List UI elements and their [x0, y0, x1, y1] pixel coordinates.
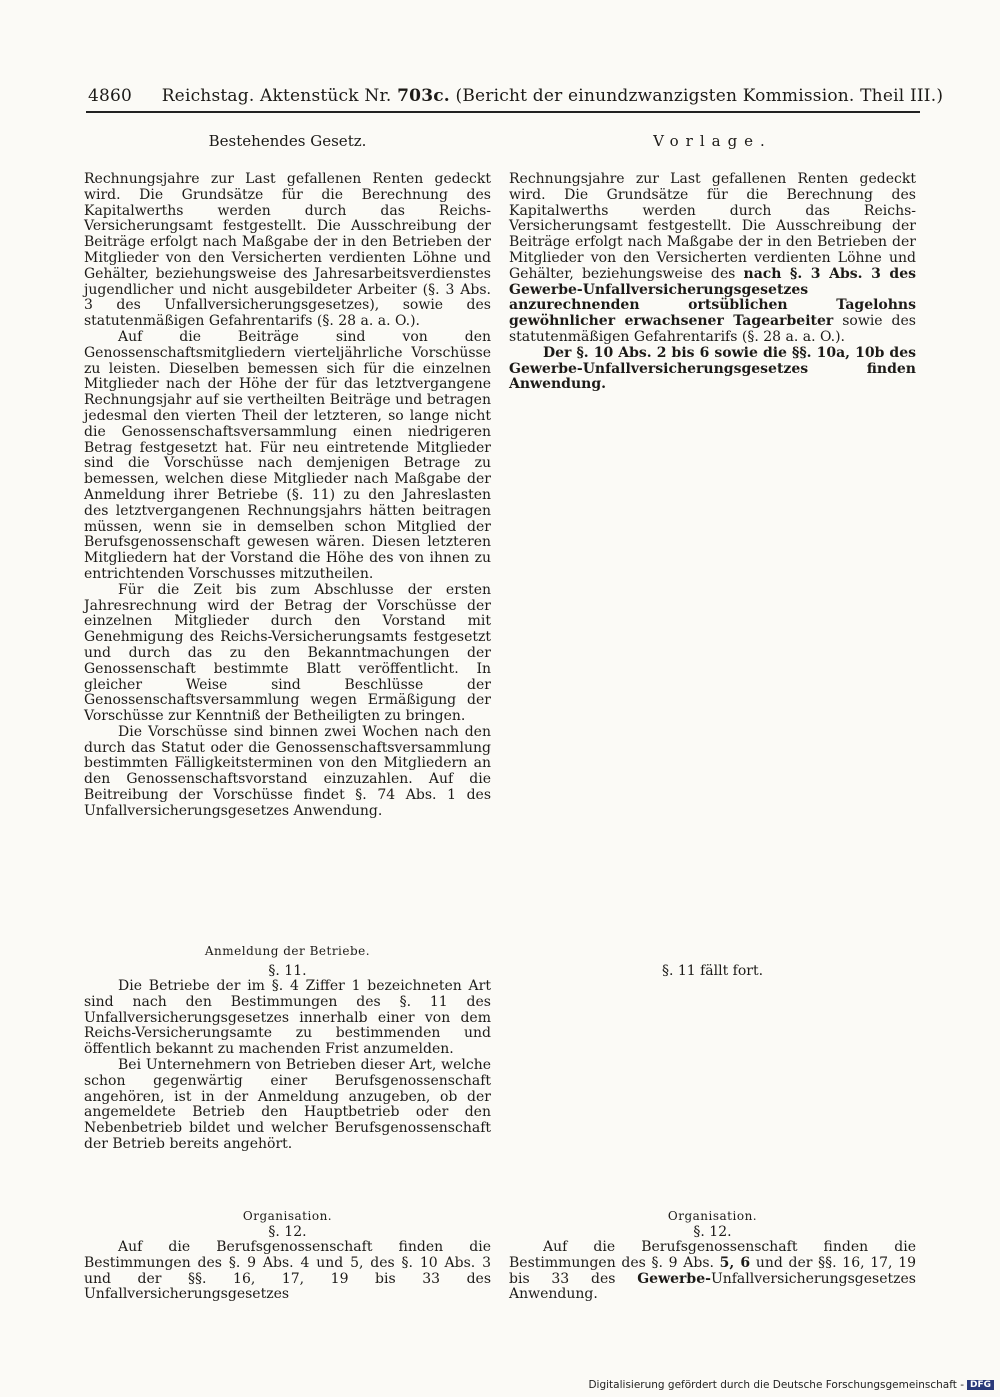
page-number: 4860 — [88, 86, 133, 106]
header-title: Reichstag. Aktenstück Nr. — [161, 86, 392, 106]
header-rule — [86, 111, 920, 113]
left-section-11 — [84, 943, 491, 1153]
section-12-amendment: Gewerbe- — [637, 1270, 711, 1287]
section-12-paragraph: Auf die Berufsgenossenschaft finden die Bestimmungen des §. 9 Abs. 4 und 5, des §. 10 Abs. 3 und der §§. 16, 17, 19 bis 33 des Unfallversicherungsgesetzes — [84, 1239, 491, 1303]
section-12-number: §. 12. — [268, 1224, 307, 1240]
section-12-text: Unfallversicherungsgesetzes Anwendung. — [509, 1270, 916, 1303]
left-paragraph: Die Vorschüsse sind binnen zwei Wochen nach den durch das Statut oder die Genossenschaftsversammlung bestimmten Fälligkeitsterminen von den Mitgliedern an den Genossenschaftsvorstand einzuzahlen. Auf die Beitreibung der Vorschüsse findet §. 74 Abs. 1 des Unfallversicherungsgesetzes Anwendung. — [84, 723, 491, 819]
right-paragraph-text: sowie des statutenmäßigen Gefahrentarifs (§. 28 a. a. O.). — [509, 313, 916, 345]
page-header — [88, 86, 944, 106]
right-paragraph — [509, 172, 916, 346]
header-subtitle: (Bericht der einundzwanzigsten Kommission. Theil III.) — [455, 86, 944, 106]
section-11-paragraph: Bei Unternehmern von Betrieben dieser Art, welche schon gegenwärtig einer Berufsgenossenschaft angehören, ist in der Anmeldung anzugeben, ob der angemeldete Betrieb den Hauptbetrieb oder den Nebenbetrieb bildet und welcher Berufsgenossenschaft der Betrieb bereits angehört. — [84, 1056, 491, 1152]
section-12-subheading: Organisation. — [242, 1209, 333, 1223]
left-paragraph: Auf die Beiträge sind von den Genossenschaftsmitgliedern vierteljährliche Vorschüsse zu leisten. Dieselben bemessen sich für die einzelnen Mitglieder nach der Höhe der für das letztvergangene Rechnungsjahr auf sie vertheilten Beiträge und betragen jedesmal den vierten Theil der letzteren, so lange nicht die Genossenschaftsversammlung einen niedrigeren Betrag festgesetzt hat. Für neu eintretende Mitglieder sind die Vorschüsse nach demjenigen Betrage zu bemessen, welchen diese Mitglieder nach Maßgabe der Anmeldung ihrer Betriebe (§. 11) zu den Jahreslasten des letztvergangenen Rechnungsjahrs hätten beitragen müssen, wenn sie in demselben schon Mitglied der Berufsgenossenschaft gewesen wären. Diesen letzteren Mitgliedern hat der Vorstand die Höhe des von ihnen zu entrichtenden Vorschusses mitzutheilen. — [84, 328, 491, 582]
right-section-12 — [509, 1208, 916, 1303]
left-section-12 — [84, 1208, 491, 1303]
right-column-heading: Vorlage. — [653, 132, 772, 150]
left-column-heading: Bestehendes Gesetz. — [208, 132, 367, 150]
right-paragraph-amendment: Der §. 10 Abs. 2 bis 6 sowie die §§. 10a, 10b des Gewerbe-Unfallversicherungsgesetzes finden Anwendung. — [509, 344, 916, 393]
right-paragraph-text: Rechnungsjahre zur Last gefallenen Renten gedeckt wird. Die Grundsätze für die Berechnung des Kapitalwerths werden durch das Reichs-Versicherungsamt festgestellt. Die Ausschreibung der Beiträge erfolgt nach Maßgabe der in den Betrieben der Mitglieder von den Versicherten verdienten Löhne und Gehälter, beziehungsweise des — [509, 171, 916, 282]
right-section-11-text: §. 11 fällt fort. — [661, 963, 764, 979]
left-paragraph: Für die Zeit bis zum Abschlusse der ersten Jahresrechnung wird der Betrag der Vorschüsse der einzelnen Mitglieder durch den Vorstand mit Genehmigung des Reichs-Versicherungsamts festgesetzt und durch das zu den Bekanntmachungen der Genossenschaft bestimmte Blatt veröffentlicht. In gleicher Weise sind Beschlüsse der Genossenschaftsversammlung wegen Ermäßigung der Vorschüsse zur Kenntniß der Betheiligten zu bringen. — [84, 581, 491, 725]
left-column — [84, 132, 491, 820]
section-12-number: §. 12. — [693, 1224, 732, 1240]
section-11-number: §. 11. — [268, 963, 307, 979]
right-column — [509, 132, 916, 393]
section-11-subheading: Anmeldung der Betriebe. — [204, 944, 371, 958]
section-12-text: und der §§. 16, 17, 19 bis 33 des — [509, 1254, 917, 1287]
section-12-paragraph — [509, 1240, 916, 1303]
dfg-logo: DFG — [967, 1380, 994, 1390]
section-12-text: Auf die Berufsgenossenschaft finden die Bestimmungen des §. 9 Abs. — [509, 1239, 916, 1271]
digitization-footer — [588, 1379, 994, 1391]
left-paragraph: Rechnungsjahre zur Last gefallenen Renten gedeckt wird. Die Grundsätze für die Berechnung des Kapitalwerths werden durch das Reichs-Versicherungsamt festgestellt. Die Ausschreibung der Beiträge erfolgt nach Maßgabe der in den Betrieben der Mitglieder von den Versicherten verdienten Löhne und Gehälter, beziehungsweise des Jahresarbeitsverdienstes jugendlicher und nicht ausgebildeter Arbeiter (§. 3 Abs. 3 des Unfallversicherungsgesetzes), sowie des statutenmäßigen Gefahrentarifs (§. 28 a. a. O.). — [84, 171, 491, 330]
header-doc-number: 703c. — [397, 86, 450, 106]
section-12-amendment: 5, 6 — [719, 1254, 751, 1271]
right-paragraph-amendment: nach §. 3 Abs. 3 des Gewerbe-Unfallversicherungsgesetzes anzurechnenden ortsüblichen Tagelohns gewöhnlicher erwachsener Tagearbeiter — [509, 265, 916, 330]
footer-text: Digitalisierung gefördert durch die Deutsche Forschungsgemeinschaft - — [588, 1379, 964, 1391]
section-12-subheading: Organisation. — [667, 1209, 758, 1223]
section-11-paragraph: Die Betriebe der im §. 4 Ziffer 1 bezeichneten Art sind nach den Bestimmungen des §. 11 des Unfallversicherungsgesetzes innerhalb einer von dem Reichs-Versicherungsamte zu bestimmenden und öffentlich bekannt zu machenden Frist anzumelden. — [84, 978, 491, 1058]
